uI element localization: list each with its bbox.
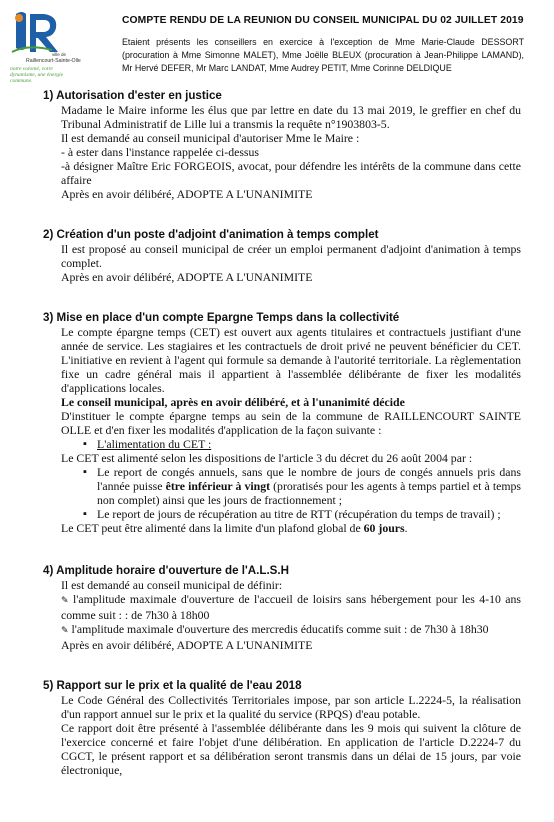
section-1-paragraph: -à désigner Maître Eric FORGEOIS, avocat, pour défendre les intérêts de la commune dans cette affaire: [61, 159, 521, 187]
section-1-paragraph: Madame le Maire informe les élus que par lettre en date du 13 mai 2019, le greffier en chef du Tribunal Administratif de Lille lui a transmis la requête n°1903803-5.: [61, 103, 521, 131]
section-3-decision: Le conseil municipal, après en avoir délibéré, et à l'unanimité décide: [61, 395, 405, 409]
logo-town-name: ville de Raillencourt-Sainte-Olle: [26, 52, 81, 64]
section-3-list: [61, 437, 521, 451]
section-2-decision: Après en avoir délibéré, ADOPTE A L'UNANIMITE: [61, 270, 313, 284]
pencil-arrow-icon: ✎: [61, 626, 69, 636]
section-2-paragraph: Il est proposé au conseil municipal de créer un emploi permanent d'adjoint d'animation à temps complet.: [61, 242, 521, 270]
section-3-paragraph: Le CET est alimenté selon les dispositions de l'article 3 du décret du 26 août 2004 par :: [61, 451, 473, 465]
list-item: ▪ L'alimentation du CET :: [61, 437, 521, 451]
section-5-title: 5) Rapport sur le prix et la qualité de l'eau 2018: [43, 679, 302, 692]
logo-ville-de: ville de: [52, 52, 67, 57]
section-1-decision: Après en avoir délibéré, ADOPTE A L'UNANIMITE: [61, 187, 313, 201]
attendance-paragraph: Etaient présents les conseillers en exercice à l'exception de Mme Marie-Claude DESSORT (procuration à Mme Simonne MALET), Mme Joëlle BLEUX (procuration à Jean-Philippe LAMAND), Mr Hervé DEFER, Mr Marc LANDAT, Mme Audrey PETIT, Mme Corinne DELDIQUE: [122, 37, 524, 73]
section-1-title: 1) Autorisation d'ester en justice: [43, 89, 222, 102]
town-logo: [8, 8, 100, 84]
section-1-paragraph: - à ester dans l'instance rappelée ci-dessus: [61, 145, 260, 159]
town-logo-mark: [8, 8, 68, 58]
list-item: ▪ Le report de congés annuels, sans que le nombre de jours de congés annuels pris dans l'année puisse être inférieur à vingt (proratisés pour les agents à temps partiel et à temps non complet) ainsi que les jours de fractionnement ;: [61, 465, 521, 507]
section-3-title: 3) Mise en place d'un compte Epargne Temps dans la collectivité: [43, 311, 400, 324]
section-3-paragraph: Le CET peut être alimenté dans la limite d'un plafond global de 60 jours.: [61, 521, 408, 535]
section-4-paragraph: ✎ l'amplitude maximale d'ouverture des mercredis éducatifs comme suit : de 7h30 à 18h30: [61, 622, 489, 636]
document-body: [43, 89, 522, 777]
section-4-decision: Après en avoir délibéré, ADOPTE A L'UNANIMITE: [61, 638, 313, 652]
section-3-paragraph: Le compte épargne temps (CET) est ouvert aux agents titulaires et contractuels justifiant d'une année de service. Les stagiaires et les contractuels de droit privé ne peuvent bénéficier du CET. L'initiative en revient à l'agent qui formule sa demande à l'autorité territoriale. La règlementation fixe un cadre général mais il appartient à l'assemblée délibérante de fixer les modalités d'applications locales.: [61, 325, 521, 395]
section-3-sublist: [61, 465, 521, 521]
section-4-paragraph: ✎ l'amplitude maximale d'ouverture de l'accueil de loisirs sans hébergement pour les 4-10 ans comme suit : : de 7h30 à 18h00: [61, 592, 522, 622]
section-2-title: 2) Création d'un poste d'adjoint d'animation à temps complet: [43, 228, 379, 241]
section-1-paragraph: Il est demandé au conseil municipal d'autoriser Mme le Maire :: [61, 131, 360, 145]
logo-slogan: notre volonté, votre dynamisme, une énergie commune.: [10, 66, 64, 84]
section-3-paragraph: D'instituer le compte épargne temps au sein de la commune de RAILLENCOURT SAINTE OLLE et d'en fixer les modalités d'application de la façon suivante :: [61, 409, 521, 437]
section-5-paragraph: Le Code Général des Collectivités Territoriales impose, par son article L.2224-5, la réalisation d'un rapport annuel sur le prix et la qualité du service (RPQS) d'eau potable.: [61, 693, 521, 721]
pencil-arrow-icon: ✎: [61, 596, 69, 606]
section-5-paragraph: Ce rapport doit être présenté à l'assemblée délibérante dans les 9 mois qui suivent la clôture de l'exercice concerné et faire l'objet d'une délibération. En application de l'article D.2224-7 du CGCT, le présent rapport et sa délibération seront transmis dans un délai de 15 jours, par voie électronique,: [61, 721, 521, 777]
page-title: COMPTE RENDU DE LA REUNION DU CONSEIL MUNICIPAL DU 02 JUILLET 2019: [122, 15, 524, 26]
section-4-paragraph: Il est demandé au conseil municipal de définir:: [61, 578, 283, 592]
section-4-title: 4) Amplitude horaire d'ouverture de l'A.L.S.H: [43, 564, 290, 577]
list-item: ▪ Le report de jours de récupération au titre de RTT (récupération du temps de travail) ;: [61, 507, 521, 521]
